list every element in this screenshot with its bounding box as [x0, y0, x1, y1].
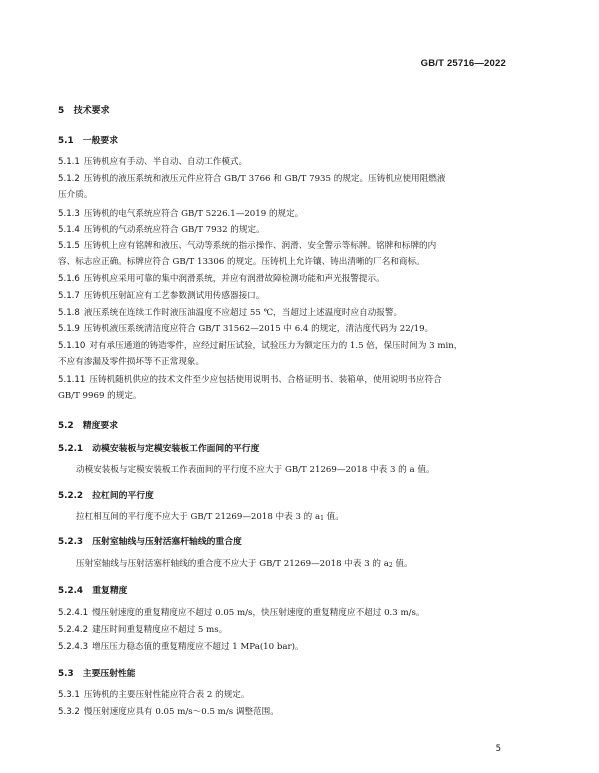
- clause-number: 5.1.10: [58, 341, 86, 351]
- clause-number: 5.1.8: [58, 308, 80, 318]
- clause-number: 5.2.2: [58, 491, 84, 501]
- clause-text: 压铸机上应有铭牌和液压、气动等系统的指示操作、润滑、安全警示等标牌。铭牌和标牌的内: [83, 241, 437, 251]
- clause-text: 压铸机应有手动、半自动、自动工作模式。: [83, 157, 248, 167]
- clause-text: 慢压射速度应具有 0.05 m/s～0.5 m/s 调整范围。: [83, 707, 279, 717]
- subsection-title: 主要压射性能: [82, 669, 136, 679]
- clause-text: 压铸机随机供应的技术文件至少应包括使用说明书、合格证明书、装箱单，使用说明书应符合: [89, 375, 442, 385]
- clause-number: 5.1.4: [58, 225, 80, 235]
- subclause: [58, 606, 425, 618]
- clause-number: 5.2.3: [58, 537, 84, 547]
- clause-number: 5.3.2: [58, 707, 80, 717]
- clause-continuation: GB/T 9969 的规定。: [58, 391, 142, 401]
- subclause-number: 5.2.4.1: [58, 608, 89, 618]
- clause-text: 压铸机的液压系统和液压元件应符合 GB/T 3766 和 GB/T 7935 的规定。压铸机应使用阻燃液: [83, 174, 446, 184]
- clause-number: 5.1.7: [58, 291, 80, 301]
- subsection-number: 5.2: [58, 421, 74, 431]
- subsection-title: 一般要求: [82, 136, 118, 146]
- subclause-number: 5.2.4.2: [58, 625, 89, 635]
- clause: [58, 207, 303, 219]
- clause-number: 5.1.9: [58, 324, 80, 334]
- clause-text: 压铸机的主要压射性能应符合表 2 的规定。: [83, 690, 250, 700]
- clause-number: 5.1.6: [58, 274, 80, 284]
- clause-title: 压射室轴线与压射活塞杆轴线的重合度: [92, 537, 242, 547]
- clause: [58, 322, 433, 334]
- section-title: 技术要求: [73, 106, 110, 116]
- clause-number: 5.2.1: [58, 444, 84, 454]
- clause-text: 对有承压通道的铸造零件，应经过耐压试验，试验压力为额定压力的 1.5 倍，保压时间为 3 min，: [89, 341, 463, 351]
- clause-number: 5.1.11: [58, 375, 86, 385]
- clause-text: 压铸机的气动系统应符合 GB/T 7932 的规定。: [83, 225, 265, 235]
- clause: [58, 688, 250, 700]
- subsection-heading: [58, 666, 136, 679]
- clause: [58, 172, 445, 184]
- clause-title: 动模安装板与定模安装板工作面间的平行度: [92, 444, 260, 454]
- clause-number: 5.1.3: [58, 209, 80, 219]
- subclause-text: 慢压射速度的重复精度应不超过 0.05 m/s，快压射速度的重复精度应不超过 0.3 m/s。: [92, 608, 425, 618]
- clause: [58, 705, 279, 717]
- subsection-number: 5.3: [58, 669, 74, 679]
- subscript: 1: [320, 515, 324, 522]
- clause-heading: [58, 534, 242, 547]
- standard-number: GB/T 25716—2022: [420, 58, 506, 69]
- clause-number: 5.3.1: [58, 690, 80, 700]
- clause: [58, 339, 462, 351]
- clause: [58, 239, 436, 251]
- clause-title: 拉杠间的平行度: [92, 491, 154, 501]
- clause-continuation: 容、标志应正确。标牌应符合 GB/T 13306 的规定。压铸机上允许镶、铸出清晰的厂名和商标。: [58, 257, 425, 267]
- clause-number: 5.1.1: [58, 157, 80, 167]
- clause: [58, 155, 247, 167]
- page-number: 5: [495, 744, 501, 754]
- clause-text-tail: 值。: [323, 512, 344, 522]
- clause-text: 压铸机的电气系统应符合 GB/T 5226.1—2019 的规定。: [83, 209, 304, 219]
- clause-text: 压铸机液压系统清洁度应符合 GB/T 31562—2015 中 6.4 的规定，清洁度代码为 22/19。: [83, 324, 434, 334]
- clause-text-main: 压射室轴线与压射活塞杆轴线的重合度不应大于 GB/T 21269—2018 中表 3 的 a: [76, 559, 389, 569]
- subclause-text: 建压时间重复精度应不超过 5 ms。: [92, 625, 228, 635]
- clause-text: [76, 510, 344, 522]
- subsection-number: 5.1: [58, 136, 74, 146]
- section-heading: [58, 103, 110, 116]
- subclause-text: 增压压力稳态值的重复精度应不超过 1 MPa(10 bar)。: [92, 642, 304, 652]
- clause-continuation: 压介质。: [58, 190, 93, 200]
- clause-text: 压铸机应采用可靠的集中润滑系统，并应有润滑故障检测功能和声光报警提示。: [83, 274, 385, 284]
- clause: [58, 306, 402, 318]
- subclause: [58, 623, 227, 635]
- clause-heading: [58, 583, 127, 596]
- section-number: 5: [58, 106, 65, 116]
- clause-number: 5.1.5: [58, 241, 80, 251]
- clause: [58, 373, 442, 385]
- clause-heading: [58, 441, 259, 454]
- subclause-number: 5.2.4.3: [58, 642, 89, 652]
- clause-continuation: 不应有渗漏及零件损坏等不正常现象。: [58, 357, 205, 367]
- clause-text: 液压系统在连续工作时液压油温度不应超过 55 ℃，当超过上述温度时应自动报警。: [83, 308, 403, 318]
- clause: [58, 289, 264, 301]
- clause-text-main: 拉杠相互间的平行度不应大于 GB/T 21269—2018 中表 3 的 a: [76, 512, 321, 522]
- clause-heading: [58, 488, 154, 501]
- subsection-heading: [58, 133, 118, 146]
- subclause: [58, 640, 304, 652]
- clause-text-tail: 值。: [392, 559, 413, 569]
- subscript: 2: [388, 562, 393, 569]
- clause: [58, 223, 265, 235]
- subsection-heading: [58, 418, 118, 431]
- clause-text: 动模安装板与定模安装板工作表面间的平行度不应大于 GB/T 21269—2018 中表 3 的 a 值。: [76, 465, 435, 475]
- clause-title: 重复精度: [92, 586, 128, 596]
- subsection-title: 精度要求: [82, 421, 118, 431]
- clause: [58, 272, 385, 284]
- clause-number: 5.2.4: [58, 586, 84, 596]
- clause-text: [76, 557, 413, 569]
- clause-number: 5.1.2: [58, 174, 80, 184]
- clause-text: 压铸机压射缸应有工艺参数测试用传感器接口。: [83, 291, 265, 301]
